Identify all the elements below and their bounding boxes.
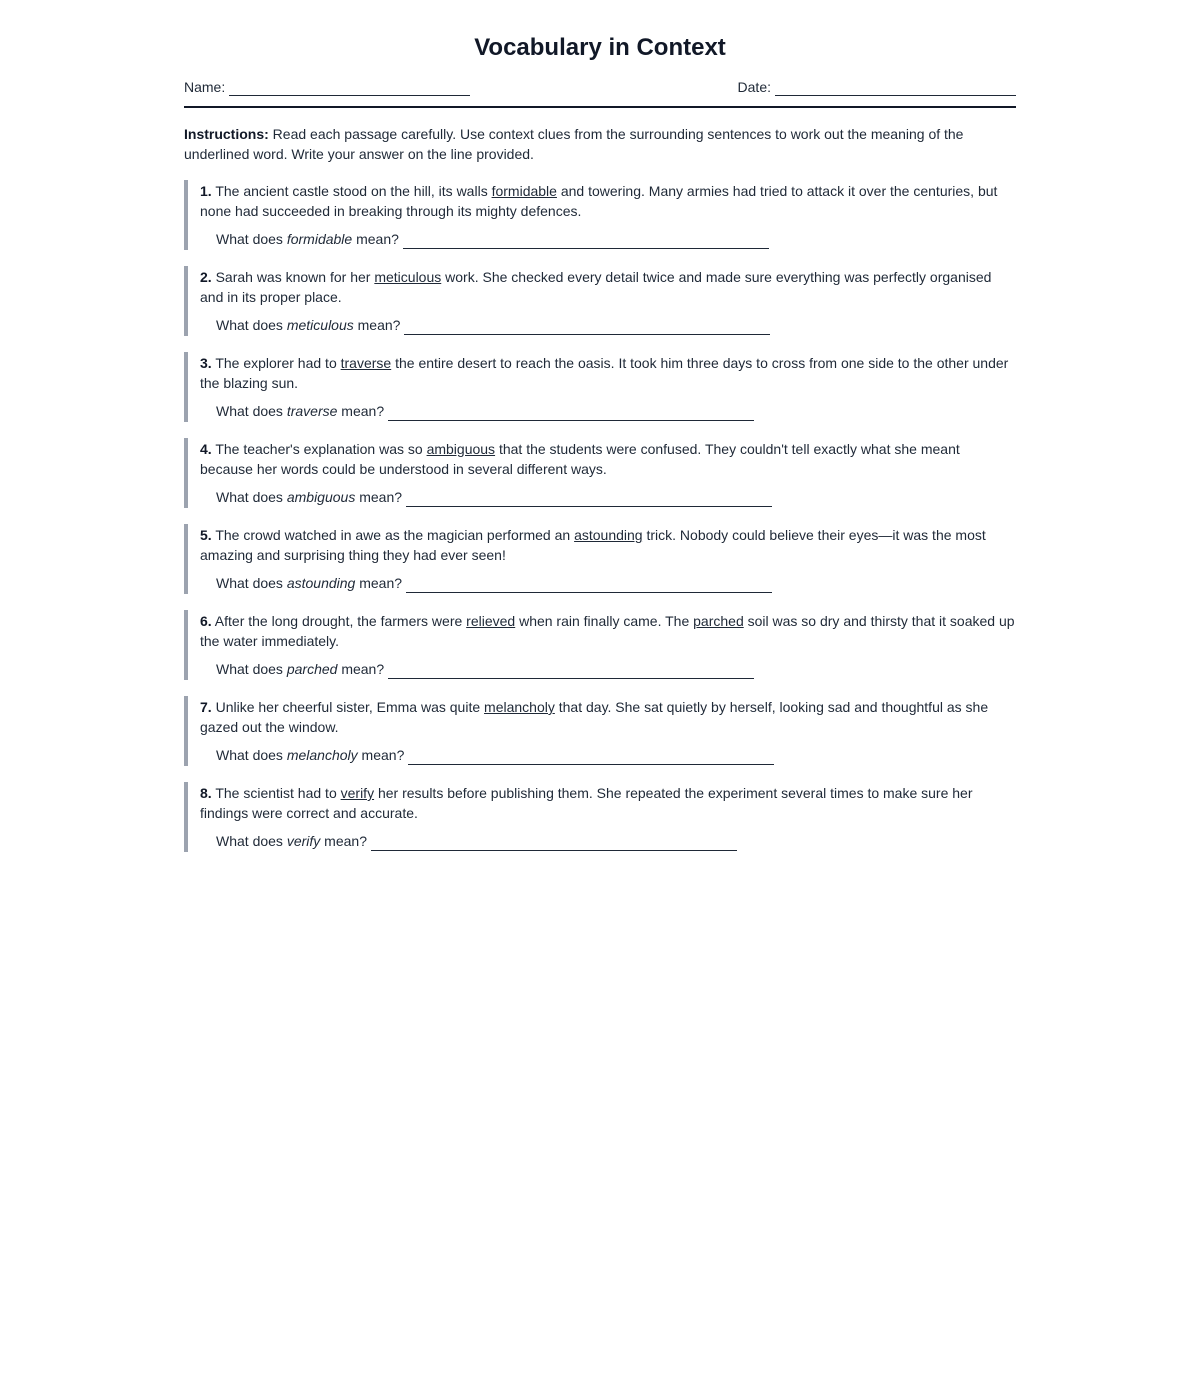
worksheet-page: [184, 0, 1016, 852]
target-word: melancholy: [484, 699, 555, 715]
date-input-line[interactable]: [775, 79, 1016, 96]
question-number: 1.: [200, 183, 212, 199]
answer-prompt: [216, 659, 1016, 679]
date-label: Date:: [737, 79, 771, 95]
passage-text: her results before publishing them. She repeated the experiment several times to make sure her findings were correct and accurate.: [200, 785, 973, 821]
prompt-text: What does: [216, 833, 283, 849]
prompt-text: mean?: [324, 833, 367, 849]
prompt-text: What does: [216, 747, 283, 763]
passage: [200, 181, 1016, 221]
prompt-text: What does: [216, 231, 283, 247]
passage: [200, 697, 1016, 737]
target-word: verify: [340, 785, 375, 801]
name-field: [184, 78, 470, 96]
answer-line[interactable]: [408, 748, 774, 765]
passage-text: trick. Nobody could believe their eyes—it was the most amazing and surprising thing they had ever seen!: [200, 527, 986, 563]
name-label: Name:: [184, 79, 226, 95]
passage: [200, 783, 1016, 823]
target-word: formidable: [491, 183, 557, 199]
passage: [200, 267, 1016, 307]
answer-prompt: [216, 229, 1016, 249]
answer-prompt: [216, 573, 1016, 593]
passage-text: Unlike her cheerful sister, Emma was quite: [211, 699, 485, 715]
passage-text: Sarah was known for her: [211, 269, 375, 285]
prompt-text: mean?: [357, 317, 401, 333]
passage-text: The teacher's explanation was so: [211, 441, 427, 457]
passage: [200, 525, 1016, 565]
prompt-text: What does: [216, 403, 283, 419]
prompt-text: What does: [216, 317, 283, 333]
answer-prompt: [216, 831, 1016, 851]
prompt-word: meticulous: [286, 317, 354, 333]
prompt-word: verify: [286, 833, 321, 849]
question-1: [184, 180, 1016, 250]
passage-text: soil was so dry and thirsty that it soaked up the water immediately.: [200, 613, 1015, 649]
instructions: [184, 124, 1016, 164]
passage: [200, 611, 1016, 651]
answer-prompt: [216, 487, 1016, 507]
prompt-text: mean?: [356, 231, 399, 247]
prompt-word: traverse: [286, 403, 338, 419]
question-4: [184, 438, 1016, 508]
passage-text: The ancient castle stood on the hill, its walls: [211, 183, 492, 199]
passage-text: work. She checked every detail twice and made sure everything was perfectly organised and in its proper place.: [200, 269, 992, 305]
passage: [200, 439, 1016, 479]
passage-text: that the students were confused. They couldn't tell exactly what she meant because her words could be understood in several different ways.: [200, 441, 960, 477]
prompt-text: What does: [216, 661, 283, 677]
question-8: [184, 782, 1016, 852]
instructions-label: Instructions:: [184, 126, 269, 142]
answer-prompt: [216, 745, 1016, 765]
question-2: [184, 266, 1016, 336]
question-number: 2.: [200, 269, 212, 285]
answer-line[interactable]: [403, 232, 769, 249]
answer-line[interactable]: [388, 662, 754, 679]
target-word: astounding: [574, 527, 643, 543]
question-number: 6.: [200, 613, 212, 629]
prompt-text: mean?: [341, 403, 385, 419]
passage: [200, 353, 1016, 393]
target-word: relieved: [466, 613, 516, 629]
prompt-text: What does: [216, 489, 283, 505]
prompt-word: ambiguous: [286, 489, 356, 505]
answer-line[interactable]: [406, 490, 772, 507]
header-row: [184, 78, 1016, 108]
page-title: Vocabulary in Context: [474, 34, 726, 61]
answer-prompt: [216, 401, 1016, 421]
answer-prompt: [216, 315, 1016, 335]
passage-text: that day. She sat quietly by herself, looking sad and thoughtful as she gazed out the window.: [200, 699, 989, 735]
answer-line[interactable]: [406, 576, 772, 593]
passage-text: After the long drought, the farmers were: [211, 613, 467, 629]
prompt-word: melancholy: [286, 747, 358, 763]
instructions-text: Read each passage carefully. Use context clues from the surrounding sentences to work out the meaning of the underlined word. Write your answer on the line provided.: [184, 126, 964, 162]
question-7: [184, 696, 1016, 766]
answer-line[interactable]: [371, 834, 737, 851]
passage-text: The explorer had to: [211, 355, 341, 371]
prompt-text: mean?: [359, 575, 403, 591]
passage-text: The scientist had to: [211, 785, 341, 801]
prompt-text: mean?: [361, 747, 405, 763]
question-number: 7.: [200, 699, 212, 715]
answer-line[interactable]: [404, 318, 770, 335]
target-word: traverse: [340, 355, 392, 371]
question-number: 8.: [200, 785, 212, 801]
question-number: 3.: [200, 355, 212, 371]
prompt-text: mean?: [341, 661, 385, 677]
date-field: [738, 78, 1016, 96]
target-word: parched: [693, 613, 744, 629]
target-word: meticulous: [374, 269, 442, 285]
passage-text: The crowd watched in awe as the magician performed an: [211, 527, 575, 543]
prompt-word: parched: [286, 661, 338, 677]
name-input-line[interactable]: [229, 79, 470, 96]
question-number: 5.: [200, 527, 212, 543]
passage-text: the entire desert to reach the oasis. It took him three days to cross from one side to the other under the blazing sun.: [200, 355, 1009, 391]
prompt-text: What does: [216, 575, 283, 591]
target-word: ambiguous: [426, 441, 496, 457]
question-3: [184, 352, 1016, 422]
prompt-text: mean?: [359, 489, 403, 505]
passage-text: when rain finally came. The: [515, 613, 694, 629]
prompt-word: astounding: [286, 575, 356, 591]
question-number: 4.: [200, 441, 212, 457]
question-5: [184, 524, 1016, 594]
answer-line[interactable]: [388, 404, 754, 421]
question-6: [184, 610, 1016, 680]
prompt-word: formidable: [286, 231, 353, 247]
passage-text: and towering. Many armies had tried to attack it over the centuries, but none had succeeded in breaking through its mighty defences.: [200, 183, 998, 219]
